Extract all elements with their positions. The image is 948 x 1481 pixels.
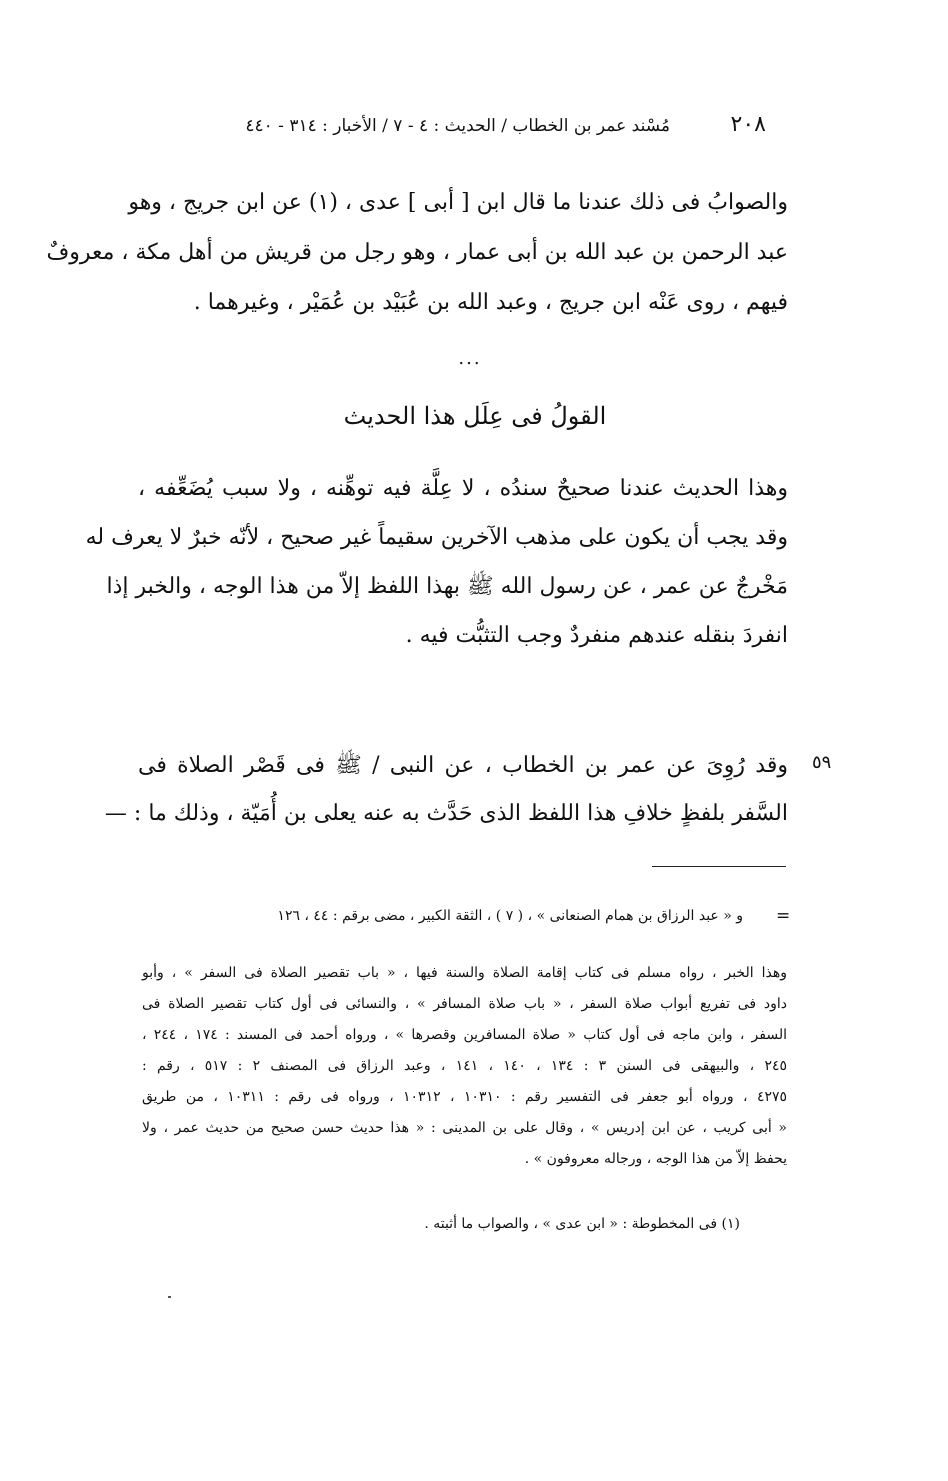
paragraph-2-line: انفردَ بنقله عندهم منفردٌ وجب التثبُّت فيه . bbox=[405, 623, 788, 648]
section-separator: ... bbox=[458, 348, 482, 369]
paragraph-3 bbox=[104, 742, 788, 838]
footnote-line: السفر ، وابن ماجه فى أول كتاب « صلاة المسافرين وقصرها » ، ورواه أحمد فى المسند : ١٧٤ ، ٢٤٤ ، bbox=[142, 1027, 787, 1043]
paragraph-2-line: وقد يجب أن يكون على مذهب الآخرين سقيماً غير صحيح ، لأنّه خبرٌ لا يعرف له bbox=[85, 525, 788, 550]
running-title: مُسْند عمر بن الخطاب / الحديث : ٤ - ٧ / الأخبار : ٣١٤ - ٤٤٠ bbox=[245, 116, 670, 136]
footnote-note: (١) فى المخطوطة : « ابن عدى » ، والصواب ما أثبته . bbox=[424, 1216, 740, 1232]
footnote-line: داود فى تفريع أبواب صلاة السفر ، « باب صلاة المسافر » ، والنسائى فى أول كتاب تقصير الصلاة فى bbox=[142, 996, 787, 1012]
page-number: ٢٠٨ bbox=[730, 112, 766, 137]
footnote-line: ٢٤٥ ، والبيهقى فى السنن ٣ : ١٣٤ ، ١٤٠ ، ١٤١ ، وعبد الرزاق فى المصنف ٢ : ٥١٧ ، رقم : bbox=[142, 1058, 788, 1074]
footnote-line: وهذا الخبر ، رواه مسلم فى كتاب إقامة الصلاة والسنة فيها ، « باب تقصير الصلاة فى السفر » ، وأبو bbox=[142, 965, 787, 981]
footnote-line: ٤٢٧٥ ، ورواه أبو جعفر فى التفسير رقم : ١٠٣١٠ ، ١٠٣١٢ ، ورواه فى رقم : ١٠٣١١ ، من طريق bbox=[142, 1089, 788, 1105]
footnote-continuation-mark: = bbox=[776, 906, 791, 926]
section-heading: القولُ فى عِلَل هذا الحديث bbox=[343, 402, 607, 430]
paragraph-2-line: مَخْرجٌ عن عمر ، عن رسول الله ﷺ بهذا اللفظ إلاّ من هذا الوجه ، والخبر إذا bbox=[106, 574, 788, 599]
scan-speck bbox=[168, 1296, 171, 1298]
paragraph-2-line: وهذا الحديث عندنا صحيحٌ سندُه ، لا عِلَّة فيه توهِّنه ، ولا سبب يُضَعِّفه ، bbox=[138, 476, 788, 501]
footnote-line: يحفظ إلاّ من هذا الوجه ، ورجاله معروفون » . bbox=[524, 1151, 787, 1167]
footnote-body bbox=[142, 958, 787, 1175]
footnote-rule bbox=[652, 866, 786, 867]
paragraph-1-line: والصوابُ فى ذلك عندنا ما قال ابن [ أبى ] عدى ، (١) عن ابن جريج ، وهو bbox=[128, 190, 788, 215]
paragraph-1-line: عبد الرحمن بن عبد الله بن أبى عمار ، وهو رجل من قريش من أهل مكة ، معروفٌ bbox=[46, 240, 788, 265]
paragraph-1-line: فيهم ، روى عَنْه ابن جريج ، وعبد الله بن عُبَيْد بن عُمَيْر ، وغيرهما . bbox=[193, 290, 788, 315]
paragraph-2 bbox=[85, 464, 788, 660]
footnote-line: « أبى كريب ، عن ابن إدريس » ، وقال على بن المدينى : « هذا حديث حسن صحيح من حديث عمر ، ولا bbox=[142, 1120, 787, 1136]
margin-number: ٥٩ bbox=[812, 752, 832, 773]
paragraph-3-line: السَّفر بلفظٍ خلافِ هذا اللفظ الذى حَدَّث به عنه يعلى بن أُمَيّة ، وذلك ما : — bbox=[104, 801, 788, 826]
paragraph-3-line: وقد رُوِىَ عن عمر بن الخطاب ، عن النبى / ﷺ فى قَصْر الصلاة فى bbox=[138, 753, 788, 778]
footnote-top-line: و « عبد الرزاق بن همام الصنعانى » ، ( ٧ ) ، الثقة الكبير ، مضى برقم : ٤٤ ، ١٢٦ bbox=[277, 908, 743, 924]
paragraph-1 bbox=[46, 178, 788, 328]
